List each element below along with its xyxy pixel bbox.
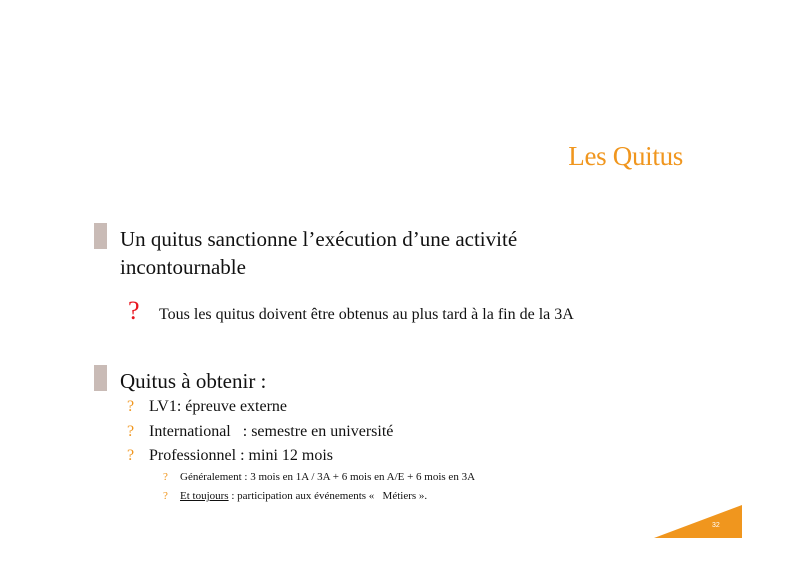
question-icon-orange: ? (127, 423, 135, 440)
question-icon-orange-small: ? (163, 471, 168, 483)
bullet1-text (120, 225, 517, 281)
subitem-toujours-text: : participation aux événements « Métiers ». (228, 490, 428, 502)
page-number: 32 (712, 522, 720, 529)
corner-decoration (654, 505, 742, 538)
item-professionnel: Professionnel : mini 12 mois (149, 447, 333, 464)
question-icon-red: ? (128, 296, 140, 325)
subitem-toujours (180, 490, 427, 502)
subitem-generalement: Généralement : 3 mois en 1A / 3A + 6 mois en A/E + 6 mois en 3A (180, 471, 476, 483)
question-icon-orange: ? (127, 447, 135, 464)
bullet-square-1 (94, 223, 107, 249)
item-international: International : semestre en université (149, 423, 394, 440)
subitem-toujours-label: Et toujours (180, 490, 229, 502)
question-icon-orange: ? (127, 398, 135, 415)
bullet2-heading: Quitus à obtenir : (120, 369, 267, 393)
bullet1-line1: Un quitus sanctionne l’exécution d’une activité (120, 227, 518, 251)
slide-title: Les Quitus (568, 141, 683, 171)
bullet1-line2: incontournable (120, 255, 246, 279)
item-lv1: LV1: épreuve externe (149, 398, 288, 415)
question-icon-orange-small: ? (163, 490, 168, 502)
bullet1-subtext: Tous les quitus doivent être obtenus au plus tard à la fin de la 3A (159, 306, 574, 323)
bullet-square-2 (94, 365, 107, 391)
